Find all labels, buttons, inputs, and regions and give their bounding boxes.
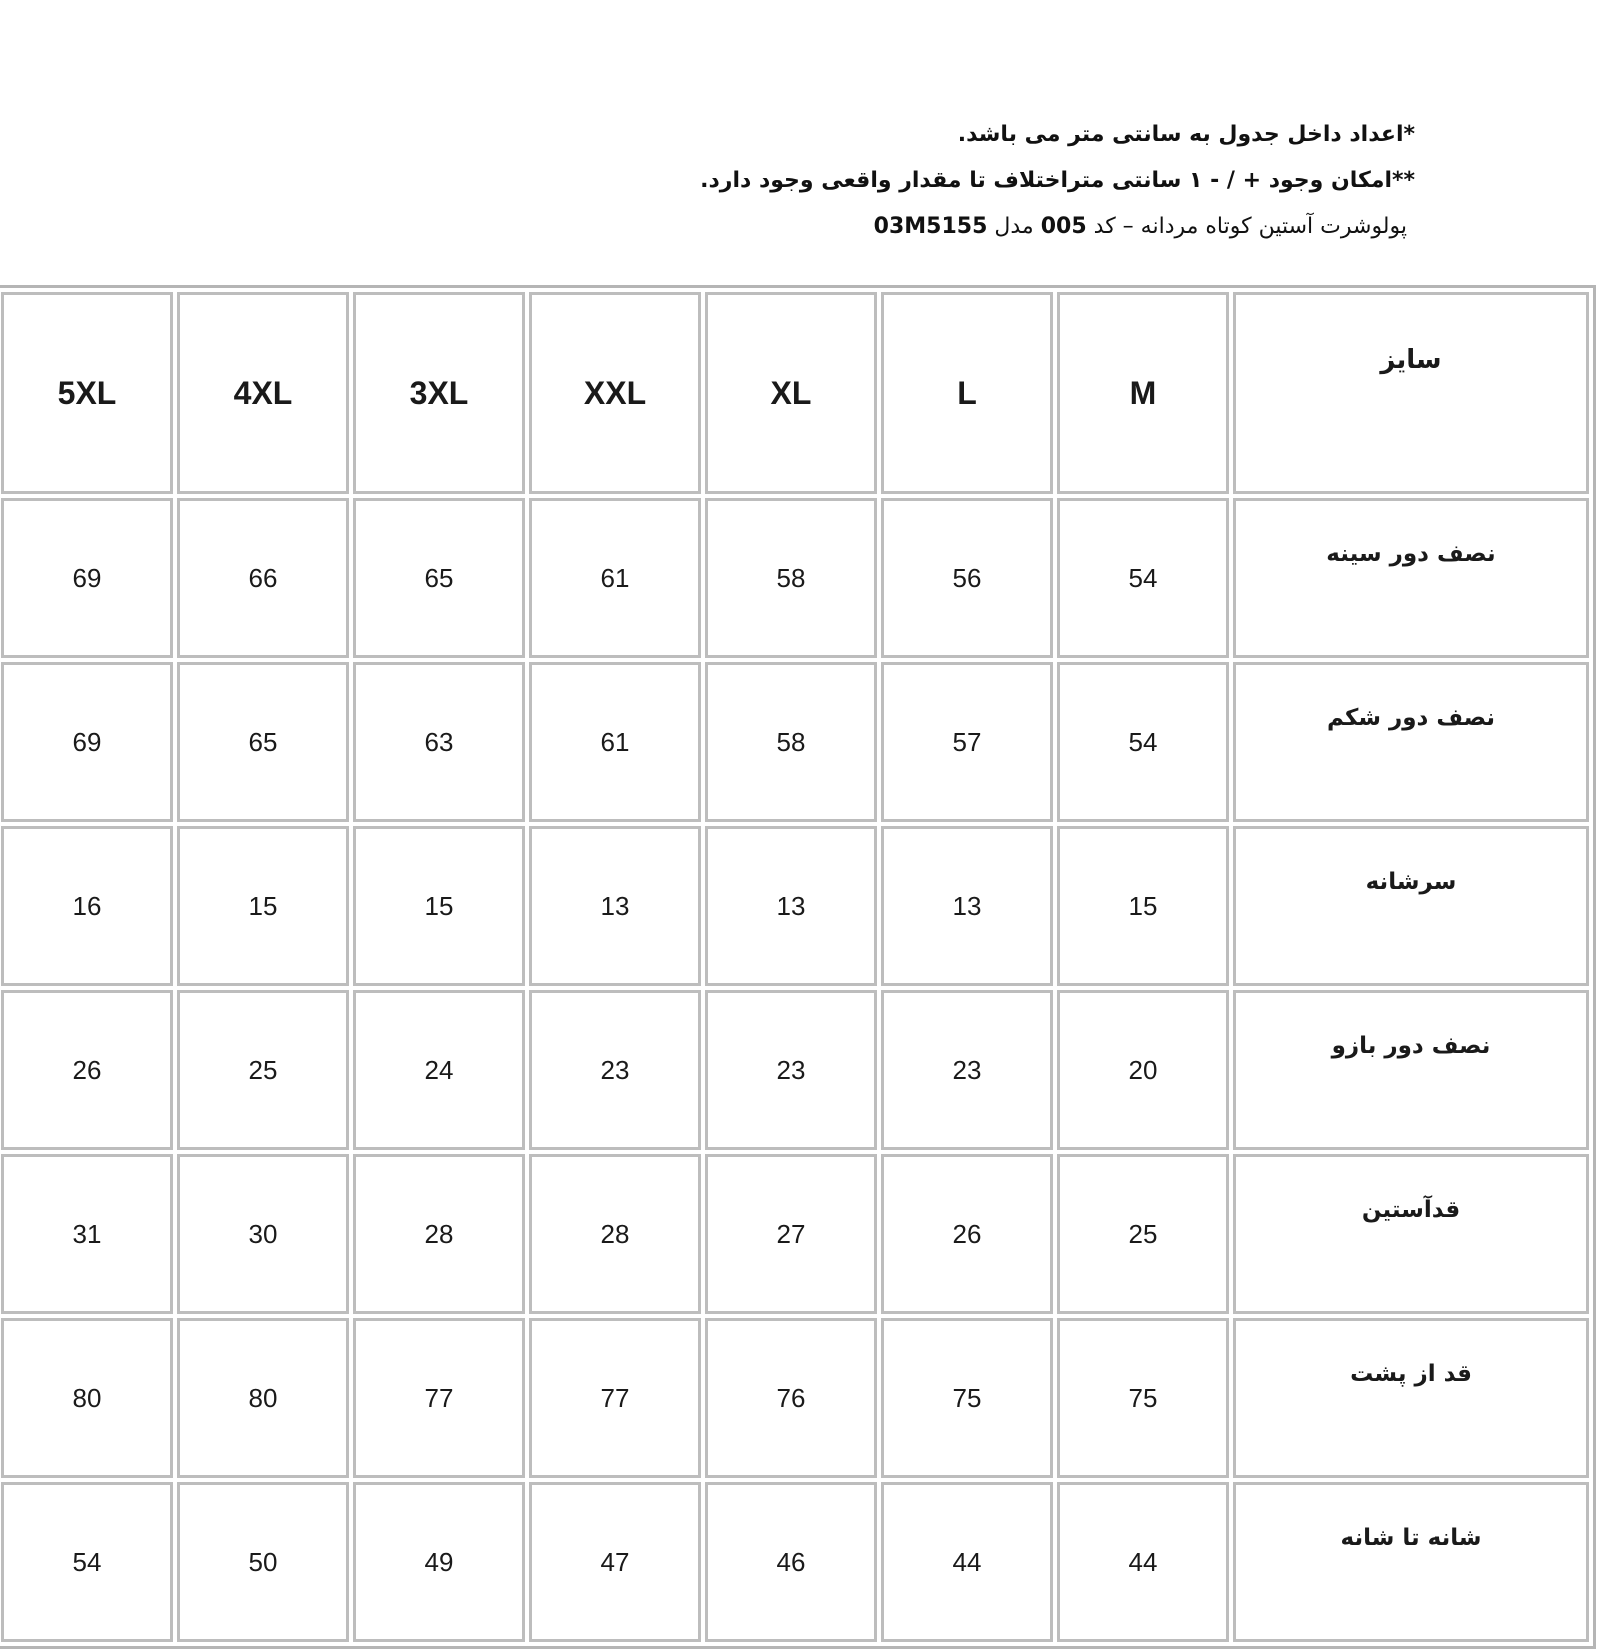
value-cell: 47	[529, 1482, 701, 1642]
value-cell: 25	[177, 990, 349, 1150]
table-header-row	[1, 292, 1589, 494]
value-cell: 44	[881, 1482, 1053, 1642]
size-header-cell: 3XL	[353, 292, 525, 494]
value-cell: 65	[353, 498, 525, 658]
value-cell: 23	[529, 990, 701, 1150]
row-label-cell: شانه تا شانه	[1233, 1482, 1589, 1642]
product-model-label: مدل	[994, 214, 1034, 239]
table-row	[1, 662, 1589, 822]
row-label-cell: نصف دور سینه	[1233, 498, 1589, 658]
value-cell: 69	[1, 498, 173, 658]
value-cell: 57	[881, 662, 1053, 822]
value-cell: 49	[353, 1482, 525, 1642]
header-label-cell: سایز	[1233, 292, 1589, 494]
value-cell: 77	[353, 1318, 525, 1478]
value-cell: 26	[881, 1154, 1053, 1314]
value-cell: 23	[881, 990, 1053, 1150]
notes-block	[515, 112, 1415, 250]
value-cell: 80	[1, 1318, 173, 1478]
value-cell: 15	[353, 826, 525, 986]
row-label-cell: نصف دور بازو	[1233, 990, 1589, 1150]
table-row	[1, 1318, 1589, 1478]
value-cell: 63	[353, 662, 525, 822]
note-tolerance: **امکان وجود + / - ۱ سانتی متراختلاف تا مقدار واقعی وجود دارد.	[700, 168, 1415, 193]
value-cell: 58	[705, 662, 877, 822]
value-cell: 69	[1, 662, 173, 822]
value-cell: 54	[1, 1482, 173, 1642]
size-table	[0, 285, 1596, 1649]
value-cell: 77	[529, 1318, 701, 1478]
size-header-cell: M	[1057, 292, 1229, 494]
value-cell: 20	[1057, 990, 1229, 1150]
value-cell: 76	[705, 1318, 877, 1478]
value-cell: 46	[705, 1482, 877, 1642]
value-cell: 28	[529, 1154, 701, 1314]
value-cell: 15	[177, 826, 349, 986]
value-cell: 75	[881, 1318, 1053, 1478]
size-header-cell: 4XL	[177, 292, 349, 494]
value-cell: 26	[1, 990, 173, 1150]
value-cell: 28	[353, 1154, 525, 1314]
product-title-text: پولوشرت آستین کوتاه مردانه – کد	[1093, 214, 1407, 239]
value-cell: 44	[1057, 1482, 1229, 1642]
value-cell: 13	[705, 826, 877, 986]
size-header-cell: XXL	[529, 292, 701, 494]
value-cell: 61	[529, 498, 701, 658]
size-header-cell: XL	[705, 292, 877, 494]
table-row	[1, 498, 1589, 658]
value-cell: 15	[1057, 826, 1229, 986]
value-cell: 24	[353, 990, 525, 1150]
value-cell: 54	[1057, 498, 1229, 658]
value-cell: 30	[177, 1154, 349, 1314]
value-cell: 75	[1057, 1318, 1229, 1478]
value-cell: 50	[177, 1482, 349, 1642]
value-cell: 65	[177, 662, 349, 822]
row-label-cell: نصف دور شکم	[1233, 662, 1589, 822]
value-cell: 61	[529, 662, 701, 822]
value-cell: 66	[177, 498, 349, 658]
size-header-cell: 5XL	[1, 292, 173, 494]
value-cell: 58	[705, 498, 877, 658]
size-table-container	[4, 285, 1596, 1649]
size-header-cell: L	[881, 292, 1053, 494]
product-code: 005	[1040, 214, 1087, 239]
note-units: *اعداد داخل جدول به سانتی متر می باشد.	[957, 122, 1415, 147]
table-row	[1, 990, 1589, 1150]
value-cell: 23	[705, 990, 877, 1150]
value-cell: 13	[529, 826, 701, 986]
table-row	[1, 1154, 1589, 1314]
table-row	[1, 1482, 1589, 1642]
table-row	[1, 826, 1589, 986]
value-cell: 56	[881, 498, 1053, 658]
product-title	[515, 204, 1415, 250]
row-label-cell: سرشانه	[1233, 826, 1589, 986]
value-cell: 80	[177, 1318, 349, 1478]
value-cell: 27	[705, 1154, 877, 1314]
value-cell: 25	[1057, 1154, 1229, 1314]
product-model-code: 03M5155	[873, 214, 988, 239]
value-cell: 54	[1057, 662, 1229, 822]
value-cell: 13	[881, 826, 1053, 986]
row-label-cell: قد از پشت	[1233, 1318, 1589, 1478]
row-label-cell: قدآستین	[1233, 1154, 1589, 1314]
value-cell: 16	[1, 826, 173, 986]
value-cell: 31	[1, 1154, 173, 1314]
